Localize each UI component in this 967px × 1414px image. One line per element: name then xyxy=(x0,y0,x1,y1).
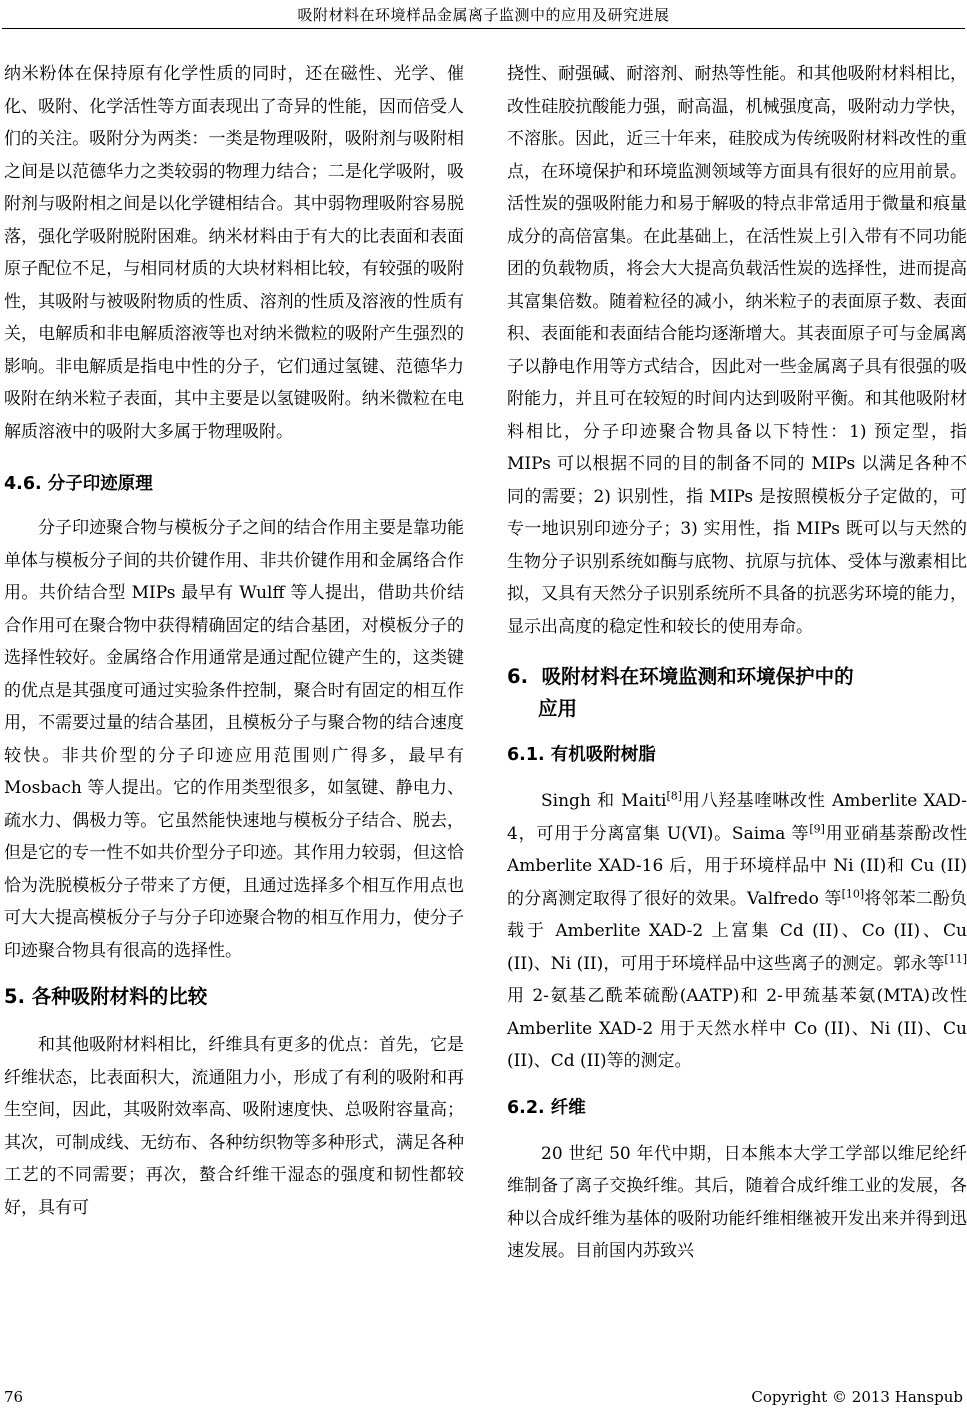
section-6-title-line1: 吸附材料在环境监测和环境保护中的 xyxy=(541,665,854,688)
section-4-6-heading: 4.6. 分子印迹原理 xyxy=(4,474,153,494)
resin-text-c: 用亚硝基萘酚改性 Amberlite XAD-16 后，用于环境样品中 Ni (II)和 Cu (II)的分离测定取得了很好的效果。Valfredo 等 xyxy=(507,823,967,909)
page-number: 76 xyxy=(4,1388,24,1406)
copyright-notice: Copyright © 2013 Hanspub xyxy=(751,1388,963,1406)
section-6-1-heading: 6.1. 有机吸附树脂 xyxy=(507,745,656,765)
resin-text-d: 将邻苯二酚负载于 Amberlite XAD-2 上富集 Cd (II)、Co (II)、Cu (II)、Ni (II)，可用于环境样品中这些离子的测定。郭永等 xyxy=(507,888,967,974)
paragraph-comparison: 和其他吸附材料相比，纤维具有更多的优点：首先，它是纤维状态，比表面积大，流通阻力小，形成了有利的吸附和再生空间，因此，其吸附效率高、吸附速度快、总吸附容量高；其次，可制成线、无纺布、各种纺织物等多种形式，满足各种工艺的不同需要；再次，螯合纤维干湿态的强度和韧性都较好，具有可 xyxy=(4,1035,464,1218)
section-6-heading xyxy=(507,661,967,725)
paragraph-organic-resins xyxy=(507,785,967,1078)
citation-10: [10] xyxy=(841,886,865,900)
citation-8: [8] xyxy=(666,789,683,803)
section-6-2-heading: 6.2. 纤维 xyxy=(507,1097,586,1118)
section-5-heading: 5. 各种吸附材料的比较 xyxy=(4,985,208,1008)
section-6-number: 6. xyxy=(507,665,528,688)
citation-9: [9] xyxy=(809,821,825,835)
header-rule xyxy=(2,28,965,29)
paragraph-fibers: 20 世纪 50 年代中期，日本熊本大学工学部以维尼纶纤维制备了离子交换纤维。其后，随着合成纤维工业的发展，各种以合成纤维为基体的吸附功能纤维相继被开发出来并得到迅速发展。目前国内苏致兴 xyxy=(507,1143,967,1261)
resin-text-b: 用八羟基喹啉改性 Amberlite XAD-4，可用于分离富集 U(VI)。Saima 等 xyxy=(507,791,967,844)
paragraph-silica-carbon-mips: 挠性、耐强碱、耐溶剂、耐热等性能。和其他吸附材料相比，改性硅胶抗酸能力强，耐高温，机械强度高，吸附动力学快，不溶胀。因此，近三十年来，硅胶成为传统吸附材料改性的重点，在环境保护和环境监测领域等方面具有很好的应用前景。活性炭的强吸附能力和易于解吸的特点非常适用于微量和痕量成分的高倍富集。在此基础上，在活性炭上引入带有不同功能团的负载物质，将会大大提高负载活性炭的选择性，进而提高其富集倍数。随着粒径的减小，纳米粒子的表面原子数、表面积、表面能和表面结合能均逐渐增大。其表面原子可与金属离子以静电作用等方式结合，因此对一些金属离子具有很强的吸附能力，并且可在较短的时间内达到吸附平衡。和其他吸附材料相比，分子印迹聚合物具备以下特性：1) 预定型，指 MIPs 可以根据不同的目的制备不同的 MIPs 以满足各种不同的需要；2) 识别性，指 MIPs 是按照模板分子定做的，可专一地识别印迹分子；3) 实用性，指 MIPs 既可以与天然的生物分子识别系统如酶与底物、抗原与抗体、受体与激素相比拟，又具有天然分子识别系统所不具备的抗恶劣环境的能力，显示出高度的稳定性和较长的使用寿命。 xyxy=(507,64,967,637)
paragraph-nano-adsorption: 纳米粉体在保持原有化学性质的同时，还在磁性、光学、催化、吸附、化学活性等方面表现出了奇异的性能，因而倍受人们的关注。吸附分为两类：一类是物理吸附，吸附剂与吸附相之间是以范德华力之类较弱的物理力结合；二是化学吸附，吸附剂与吸附相之间是以化学键相结合。其中弱物理吸附容易脱落，强化学吸附脱附困难。纳米材料由于有大的比表面和表面原子配位不足，与相同材质的大块材料相比较，有较强的吸附性，其吸附与被吸附物质的性质、溶剂的性质及溶液的性质有关，电解质和非电解质溶液等也对纳米微粒的吸附产生强烈的影响。非电解质是指电中性的分子，它们通过氢键、范德华力吸附在纳米粒子表面，其中主要是以氢键吸附。纳米微粒在电解质溶液中的吸附大多属于物理吸附。 xyxy=(4,64,464,442)
left-column xyxy=(4,58,464,1224)
paragraph-molecular-imprinting: 分子印迹聚合物与模板分子之间的结合作用主要是靠功能单体与模板分子间的共价键作用、非共价键作用和金属络合作用。共价结合型 MIPs 最早有 Wulff 等人提出，借助共价结合作用可在聚合物中获得精确固定的结合基团，对模板分子的选择性较好。金属络合作用通常是通过配位键产生的，这类键的优点是其强度可通过实验条件控制，聚合时有固定的相互作用，不需要过量的结合基团，且模板分子与聚合物的结合速度较快。非共价型的分子印迹应用范围则广得多，最早有 Mosbach 等人提出。它的作用类型很多，如氢键、静电力、疏水力、偶极力等。它虽然能快速地与模板分子结合、脱去，但是它的专一性不如共价型分子印迹。其作用力较弱，但这恰恰为洗脱模板分子带来了方便，且通过选择多个相互作用点也可大大提高模板分子与分子印迹聚合物的相互作用力，使分子印迹聚合物具有很高的选择性。 xyxy=(4,518,464,961)
section-6-title-line2: 应用 xyxy=(538,697,578,720)
right-column xyxy=(507,58,967,1268)
resin-text-e: 用 2-氨基乙酰苯硫酚(AATP)和 2-甲巯基苯氨(MTA)改性 Amberlite XAD-2 用于天然水样中 Co (II)、Ni (II)、Cu (II)、Cd (II)等的测定。 xyxy=(507,986,967,1071)
citation-11: [11] xyxy=(944,951,967,965)
running-title: 吸附材料在环境样品金属离子监测中的应用及研究进展 xyxy=(297,6,670,24)
resin-text-a: Singh 和 Maiti xyxy=(541,791,667,811)
